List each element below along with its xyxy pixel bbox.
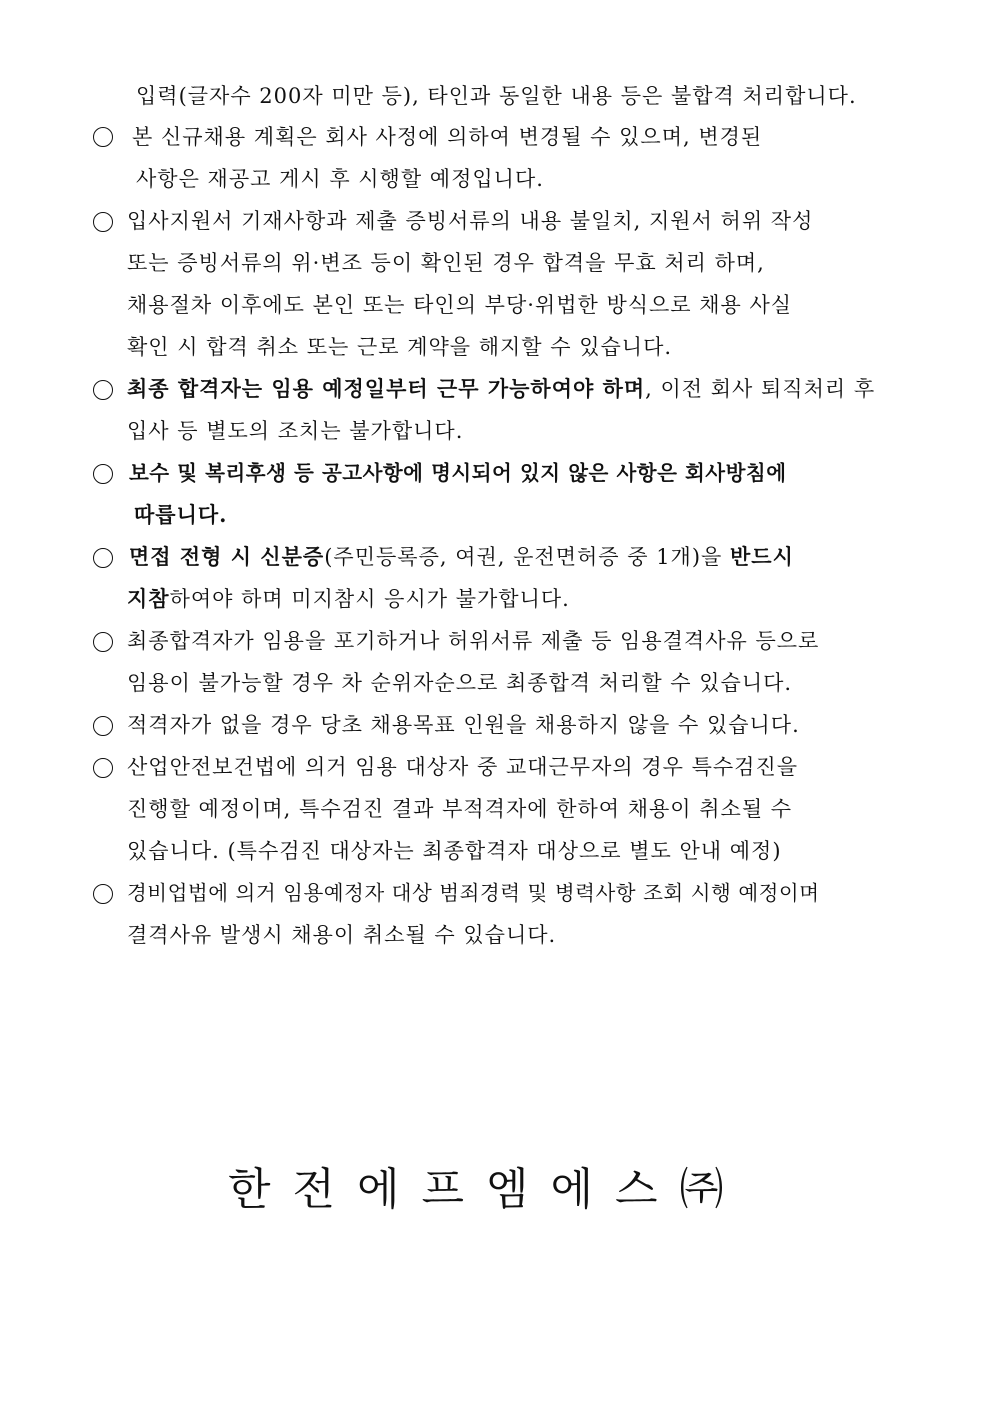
bullet-circle-icon [93, 716, 113, 736]
bullet-circle-icon [93, 127, 113, 147]
notice-line-2-3: 채용절차 이후에도 본인 또는 타인의 부당·위법한 방식으로 채용 사실 [127, 293, 793, 317]
notice-line-8-1: 산업안전보건법에 의거 임용 대상자 중 교대근무자의 경우 특수검진을 [127, 755, 799, 779]
notice-text: 하여야 하며 미지참시 응시가 불가합니다. [169, 587, 570, 611]
notice-line-4-1: 보수 및 복리후생 등 공고사항에 명시되어 있지 않은 사항은 회사방침에 [129, 461, 787, 485]
notice-line-1-2: 사항은 재공고 게시 후 시행할 예정입니다. [136, 167, 544, 191]
bullet-circle-icon [93, 758, 113, 778]
notice-line-3-1 [127, 375, 875, 403]
notice-line-7-1: 적격자가 없을 경우 당초 채용목표 인원을 채용하지 않을 수 있습니다. [127, 713, 800, 737]
notice-text: , 이전 회사 퇴직처리 후 [645, 377, 876, 401]
bullet-circle-icon [93, 464, 113, 484]
notice-line-4-2: 따릅니다. [134, 502, 228, 527]
notice-line-6-1: 최종합격자가 임용을 포기하거나 허위서류 제출 등 임용결격사유 등으로 [127, 629, 820, 653]
notice-line-6-2: 임용이 불가능할 경우 차 순위자순으로 최종합격 처리할 수 있습니다. [127, 671, 793, 695]
notice-line-8-2: 진행할 예정이며, 특수검진 결과 부적격자에 한하여 채용이 취소될 수 [127, 797, 793, 821]
notice-bold-text: 반드시 [730, 544, 794, 569]
notice-line-5-2 [127, 585, 570, 613]
bullet-circle-icon [93, 380, 113, 400]
notice-line-2-2: 또는 증빙서류의 위·변조 등이 확인된 경우 합격을 무효 처리 하며, [127, 251, 765, 275]
notice-bold-text: 최종 합격자는 임용 예정일부터 근무 가능하여야 하며 [127, 376, 646, 401]
notice-line-2-1: 입사지원서 기재사항과 제출 증빙서류의 내용 불일치, 지원서 허위 작성 [127, 209, 814, 233]
notice-line-5-1 [129, 543, 794, 571]
notice-line-3-2: 입사 등 별도의 조치는 불가합니다. [127, 419, 464, 443]
notice-text: (주민등록증, 여권, 운전면허증 중 1개)을 [324, 545, 730, 569]
bullet-circle-icon [93, 548, 113, 568]
notice-line-9-1: 경비업법에 의거 임용예정자 대상 범죄경력 및 병력사항 조회 시행 예정이며 [127, 881, 820, 905]
notice-line-9-2: 결격사유 발생시 채용이 취소될 수 있습니다. [127, 923, 557, 947]
notice-bold-text: 면접 전형 시 신분증 [129, 544, 325, 569]
notice-line-1-1: 본 신규채용 계획은 회사 사정에 의하여 변경될 수 있으며, 변경된 [132, 125, 763, 149]
notice-bold-text: 지참 [127, 586, 170, 611]
bullet-circle-icon [93, 884, 113, 904]
company-name: 한전에프엠에스㈜ [228, 1164, 746, 1215]
notice-line-2-4: 확인 시 합격 취소 또는 근로 계약을 해지할 수 있습니다. [127, 335, 673, 359]
bullet-circle-icon [93, 212, 113, 232]
notice-line-8-3: 있습니다. (특수검진 대상자는 최종합격자 대상으로 별도 안내 예정) [127, 839, 782, 863]
notice-line-0-1: 입력(글자수 200자 미만 등), 타인과 동일한 내용 등은 불합격 처리합니다. [136, 84, 857, 108]
bullet-circle-icon [93, 632, 113, 652]
